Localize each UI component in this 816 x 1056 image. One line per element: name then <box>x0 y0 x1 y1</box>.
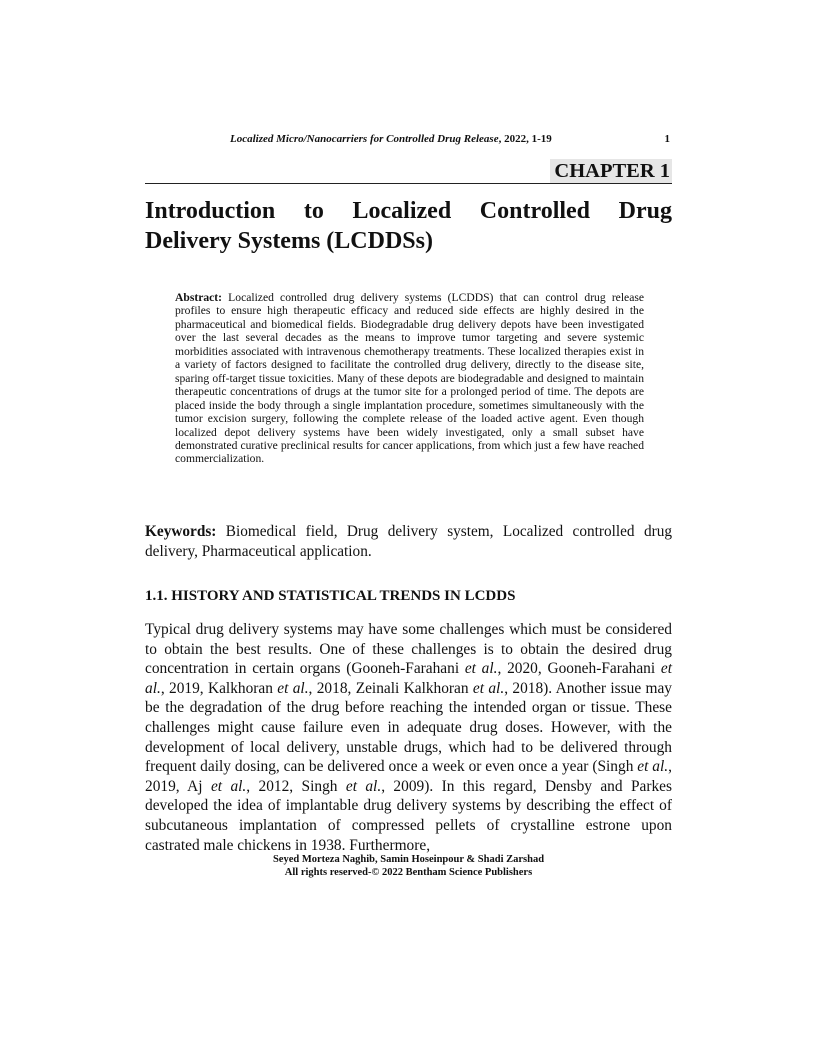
citation-et-al: et al. <box>464 660 498 678</box>
body-text-run: , 2020, Gooneh-Farahani <box>497 660 661 678</box>
citation-et-al: et al. <box>210 777 247 795</box>
abstract-label: Abstract: <box>175 291 223 304</box>
keywords-label: Keywords: <box>145 523 217 540</box>
chapter-label: CHAPTER 1 <box>550 159 672 183</box>
body-text-run: , 2019, Aj <box>145 758 672 795</box>
body-text-run: Typical drug delivery systems may have some challenges which must be considered to obtain the best results. One of these challenges is to obtain the desired drug concentration in certain organs (Gooneh-Farahani <box>145 621 672 678</box>
abstract <box>175 291 644 466</box>
section-heading: 1.1. HISTORY AND STATISTICAL TRENDS IN LCDDS <box>145 588 516 604</box>
footer-authors: Seyed Morteza Naghib, Samin Hoseinpour & Shadi Zarshad <box>272 854 545 865</box>
citation-et-al: et al. <box>145 660 673 697</box>
keywords-text: Biomedical field, Drug delivery system, Localized controlled drug delivery, Pharmaceutical application. <box>145 523 672 560</box>
citation-et-al: et al. <box>472 679 505 697</box>
book-title-text: Localized Micro/Nanocarriers for Controlled Drug Release <box>230 133 499 145</box>
page-number: 1 <box>664 133 670 145</box>
body-text-run: , 2019, Kalkhoran <box>160 679 278 697</box>
book-title <box>230 133 552 145</box>
body-text-run: , 2018). Another issue may be the degradation of the drug before reaching the intended organ or tissue. These challenges might cause failure even in adequate drug doses. However, with the development of local delivery, unstable drugs, which had to be delivered through frequent daily dosing, can be delivered once a week or even once a year (Singh <box>145 679 672 776</box>
abstract-text: Localized controlled drug delivery systems (LCDDS) that can control drug release profiles to ensure high therapeutic efficacy and reduced side effects are highly desired in the pharmaceutical and biomedical fields. Biodegradable drug delivery depots have been investigated over the last several decades as the means to improve tumor targeting and severe systemic morbidities associated with intravenous chemotherapy treatments. These localized therapies exist in a variety of factors designed to facilitate the controlled drug delivery, directly to the disease site, sparing off-target tissue toxicities. Many of these depots are biodegradable and designed to maintain therapeutic concentrations of drugs at the tumor site for a prolonged period of time. The depots are placed inside the body through a single implantation procedure, sometimes simultaneously with the tumor excision surgery, following the complete release of the loaded active agent. Even though localized depot delivery systems have been widely investigated, only a small subset have demonstrated curative preclinical results for cancer applications, from which just a few have reached commercialization. <box>175 291 644 466</box>
body-text-run: , 2012, Singh <box>246 777 346 795</box>
citation-et-al: et al. <box>637 758 669 776</box>
citation-et-al: et al. <box>345 777 382 795</box>
citation-et-al: et al. <box>277 679 309 697</box>
body-text-run: , 2018, Zeinali Kalkhoran <box>308 679 473 697</box>
footer <box>145 854 672 879</box>
body-text-run: , 2009). In this regard, Densby and Parkes developed the idea of implantable drug delivery systems by describing the effect of subcutaneous implantation of compressed pellets of crystalline estrone upon castrated male chickens in 1938. Furthermore, <box>145 777 672 854</box>
keywords <box>145 522 672 561</box>
body-paragraph <box>145 620 672 855</box>
chapter-title: Introduction to Localized Controlled Drug Delivery Systems (LCDDSs) <box>145 198 672 254</box>
citation: , 2022, 1-19 <box>498 133 552 145</box>
footer-rights: All rights reserved-© 2022 Bentham Science Publishers <box>284 866 533 878</box>
divider <box>145 183 672 184</box>
